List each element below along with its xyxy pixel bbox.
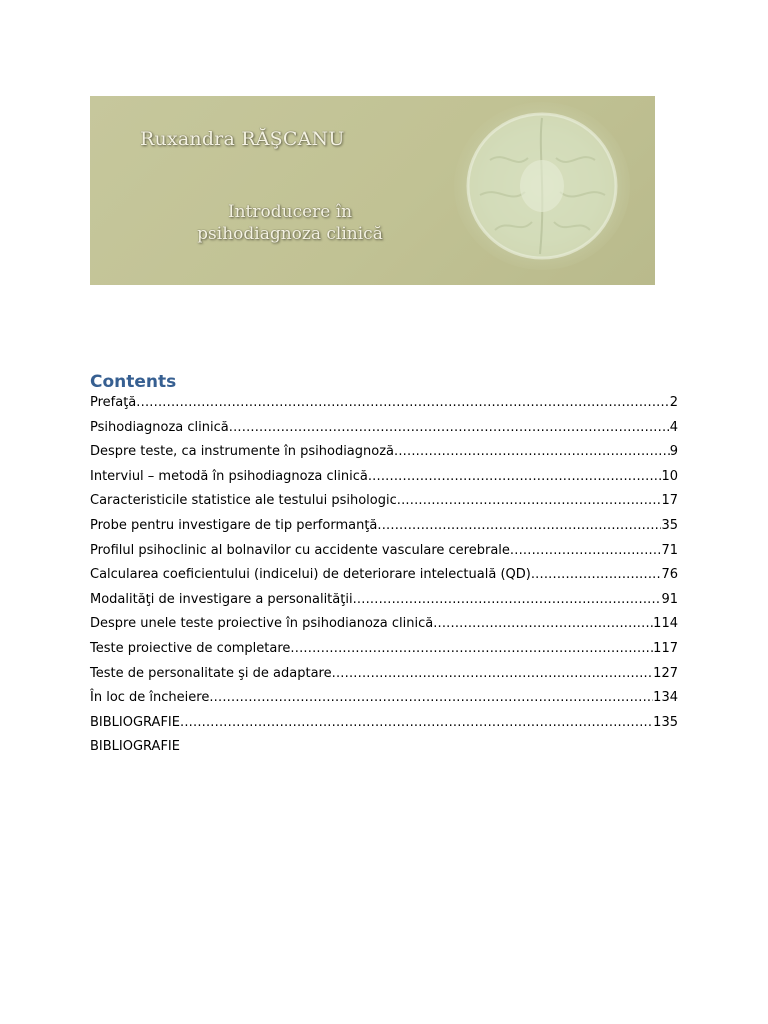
toc-entry-title: Profilul psihoclinic al bolnavilor cu accidente vasculare cerebrale: [90, 542, 510, 558]
toc-entry-page: 2: [669, 395, 678, 410]
toc-entry-title: Teste de personalitate şi de adaptare: [90, 665, 332, 681]
toc-trailing-text: BIBLIOGRAFIE: [90, 739, 180, 755]
toc-heading: Contents: [90, 372, 177, 392]
cover-author: Ruxandra RĂŞCANU: [140, 128, 345, 150]
toc-entry[interactable]: [90, 567, 678, 592]
toc-entry[interactable]: [90, 469, 678, 494]
toc-leader-dots: [180, 715, 653, 730]
toc-entry-page: 71: [661, 542, 678, 558]
toc-entry[interactable]: [90, 690, 678, 715]
toc-entry[interactable]: [90, 518, 678, 543]
toc-leader-dots: [377, 518, 661, 533]
toc-entry[interactable]: [90, 493, 678, 518]
toc-entry-title: Despre teste, ca instrumente în psihodiagnoză: [90, 444, 395, 460]
cover-title-line-2: psihodiagnoza clinică: [197, 224, 383, 244]
toc-leader-dots: [332, 666, 654, 681]
toc-leader-dots: [394, 444, 670, 459]
toc-leader-dots: [290, 641, 653, 656]
toc-entry-page: 10: [661, 468, 678, 484]
toc-entry-title: Psihodiagnoza clinică: [90, 419, 229, 435]
table-of-contents: [90, 395, 678, 764]
toc-trailing-line: [90, 739, 678, 764]
toc-entry-page: 117: [653, 640, 678, 656]
toc-leader-dots: [397, 493, 662, 508]
brain-scan-illustration: [450, 100, 650, 280]
toc-entry[interactable]: [90, 641, 678, 666]
toc-entry-title: Interviul – metodă în psihodiagnoza clinică: [90, 468, 368, 484]
toc-entry-title: Caracteristicile statistice ale testului psihologic: [90, 493, 397, 509]
toc-entry-page: 76: [661, 567, 678, 583]
cover-image: [90, 96, 655, 285]
toc-entry-page: 134: [653, 690, 678, 706]
toc-entry[interactable]: [90, 715, 678, 740]
toc-entry-page: 35: [661, 517, 678, 533]
toc-leader-dots: [353, 592, 662, 607]
cover-title: [140, 201, 440, 245]
toc-entry-title: Despre unele teste proiective în psihodianoza clinică: [90, 616, 434, 632]
toc-entry-title: În loc de încheiere: [90, 690, 210, 706]
toc-entry-page: 9: [669, 444, 678, 460]
toc-entry-page: 4: [669, 419, 678, 435]
toc-leader-dots: [510, 543, 662, 558]
toc-entry[interactable]: [90, 395, 678, 420]
toc-entry-title: Prefaţă: [90, 395, 137, 410]
toc-entry-title: Teste proiective de completare: [90, 640, 291, 656]
toc-entry[interactable]: [90, 543, 678, 568]
toc-leader-dots: [433, 616, 653, 631]
toc-entry-title: BIBLIOGRAFIE: [90, 714, 180, 730]
toc-leader-dots: [531, 567, 662, 582]
toc-entry-page: 17: [661, 493, 678, 509]
toc-leader-dots: [368, 469, 662, 484]
toc-entry[interactable]: [90, 420, 678, 445]
toc-entry-page: 91: [661, 591, 678, 607]
toc-entry-page: 127: [653, 665, 678, 681]
toc-entry[interactable]: [90, 592, 678, 617]
toc-entry[interactable]: [90, 666, 678, 691]
toc-entry[interactable]: [90, 444, 678, 469]
toc-entry-page: 135: [653, 714, 678, 730]
toc-entry[interactable]: [90, 616, 678, 641]
toc-entry-title: Modalităţi de investigare a personalităţii: [90, 591, 353, 607]
toc-leader-dots: [229, 420, 670, 435]
toc-entry-title: Probe pentru investigare de tip performanţă: [90, 517, 378, 533]
toc-leader-dots: [209, 690, 653, 705]
toc-entry-title: Calcularea coeficientului (indicelui) de deteriorare intelectuală (QD): [90, 567, 531, 583]
toc-leader-dots: [136, 395, 669, 410]
toc-entry-page: 114: [653, 616, 678, 632]
cover-title-line-1: Introducere în: [227, 202, 353, 222]
